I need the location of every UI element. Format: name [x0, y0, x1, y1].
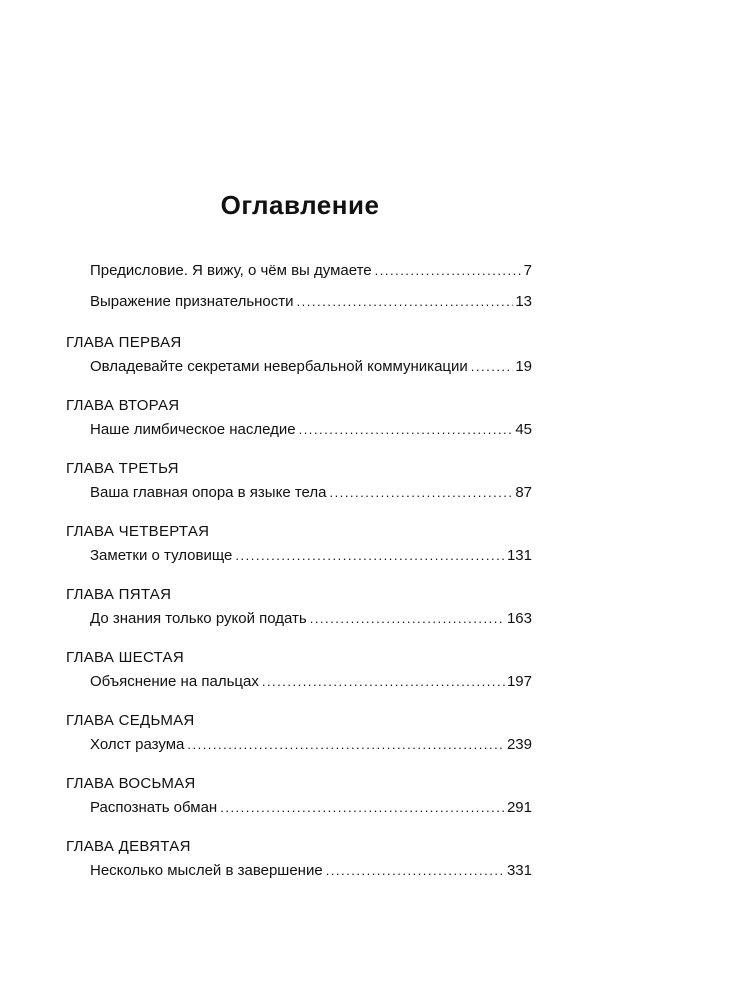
toc-entry-chapter-5	[90, 609, 532, 629]
toc-page-number: 13	[515, 293, 532, 310]
dot-leader	[329, 483, 513, 503]
toc-entry-label: Заметки о туловище	[90, 547, 233, 564]
chapter-heading: ГЛАВА ДЕВЯТАЯ	[66, 838, 191, 855]
toc-page-number: 163	[506, 610, 532, 627]
toc-page-number: 45	[515, 421, 532, 438]
toc-entry-label: Предисловие. Я вижу, о чём вы думаете	[90, 262, 372, 279]
toc-page-number: 331	[506, 862, 532, 879]
chapter-heading: ГЛАВА ВТОРАЯ	[66, 397, 180, 414]
dot-leader	[262, 672, 505, 692]
toc-entry-acknowledgements	[90, 292, 532, 312]
chapter-heading: ГЛАВА СЕДЬМАЯ	[66, 712, 195, 729]
toc-page-number: 19	[515, 358, 532, 375]
toc-entry-label: Холст разума	[90, 736, 185, 753]
toc-page-number: 7	[523, 262, 532, 279]
page-title: Оглавление	[220, 190, 380, 220]
chapter-heading: ГЛАВА ПЯТАЯ	[66, 586, 172, 603]
chapter-heading: ГЛАВА ШЕСТАЯ	[66, 649, 184, 666]
toc-entry-label: Объяснение на пальцах	[90, 673, 259, 690]
toc-page-number: 239	[506, 736, 532, 753]
toc-entry-chapter-3	[90, 483, 532, 503]
dot-leader	[297, 292, 514, 312]
toc-entry-label: Ваша главная опора в языке тела	[90, 484, 327, 501]
toc-entry-chapter-6	[90, 672, 532, 692]
dot-leader	[235, 546, 505, 566]
toc-entry-chapter-7	[90, 735, 532, 755]
toc-page-number: 87	[515, 484, 532, 501]
toc-entry-label: Несколько мыслей в завершение	[90, 862, 323, 879]
toc-entry-label: Распознать обман	[90, 799, 218, 816]
dot-leader	[310, 609, 505, 629]
dot-leader	[375, 261, 522, 281]
dot-leader	[187, 735, 505, 755]
toc-entry-label: До знания только рукой подать	[90, 610, 307, 627]
toc-entry-chapter-8	[90, 798, 532, 818]
toc-entry-chapter-1	[90, 357, 532, 377]
toc-page-number: 197	[506, 673, 532, 690]
toc-entry-label: Овладевайте секретами невербальной коммуникации	[90, 358, 468, 375]
toc-page-number: 291	[506, 799, 532, 816]
chapter-heading: ГЛАВА ВОСЬМАЯ	[66, 775, 196, 792]
chapter-heading: ГЛАВА ПЕРВАЯ	[66, 334, 182, 351]
chapter-heading: ГЛАВА ТРЕТЬЯ	[66, 460, 179, 477]
toc-entry-chapter-4	[90, 546, 532, 566]
toc-entry-chapter-9	[90, 861, 532, 881]
toc-entry-label: Выражение признательности	[90, 293, 294, 310]
toc-entry-label: Наше лимбическое наследие	[90, 421, 296, 438]
chapter-heading: ГЛАВА ЧЕТВЕРТАЯ	[66, 523, 210, 540]
dot-leader	[299, 420, 514, 440]
toc-page-number: 131	[506, 547, 532, 564]
toc-entry-chapter-2	[90, 420, 532, 440]
dot-leader	[471, 357, 514, 377]
dot-leader	[326, 861, 505, 881]
toc-entry-preface	[90, 261, 532, 281]
dot-leader	[220, 798, 505, 818]
